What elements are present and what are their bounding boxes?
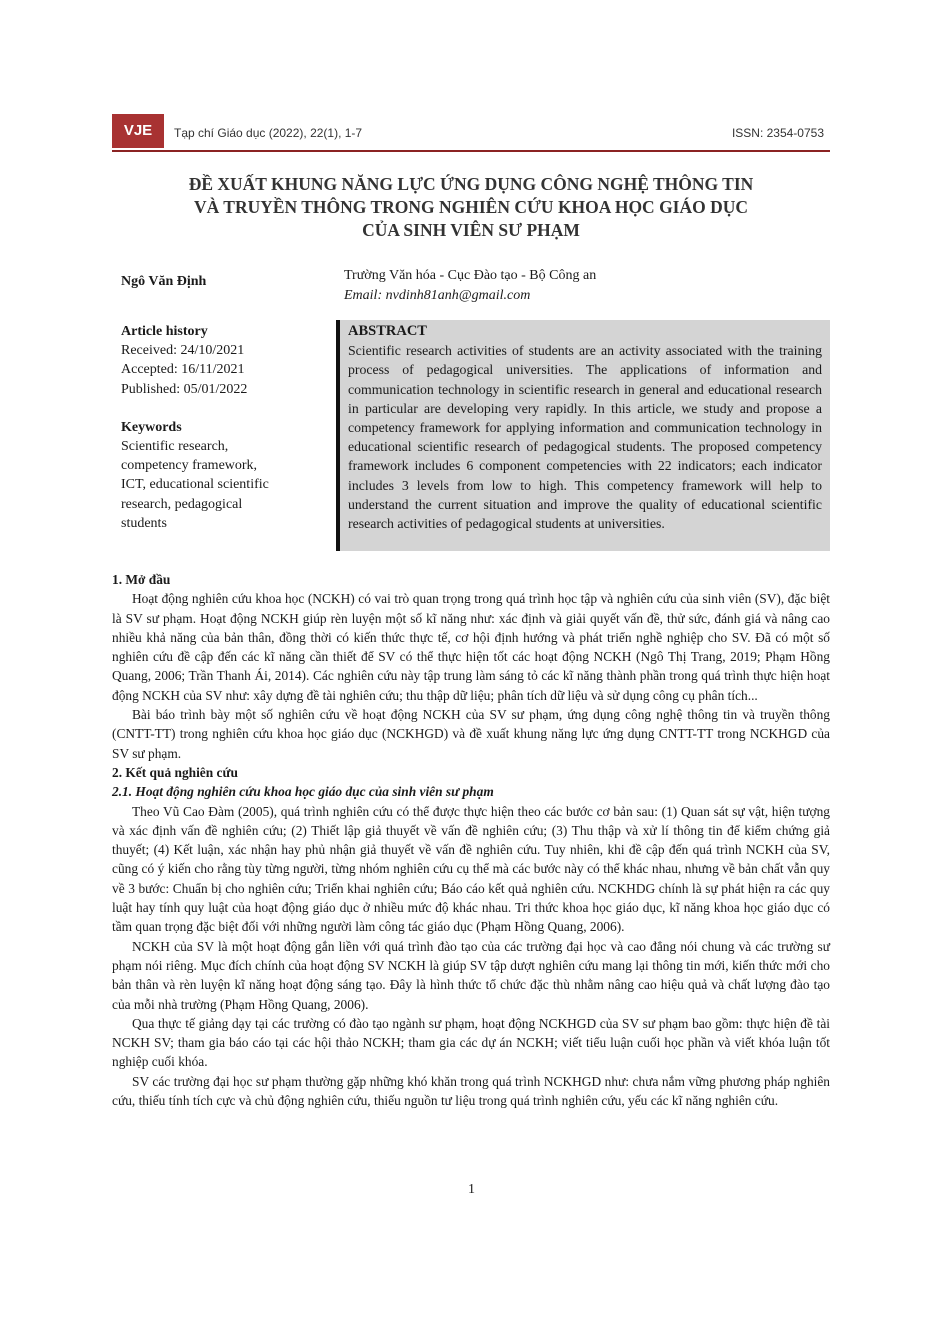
paper-body	[112, 570, 830, 1110]
abstract-text: Scientific research activities of students are an activity associated with the training process of pedagogical universities. The applications of information and communication technology in scientific research in general and educational research in particular are developing very rapidly. In this article, we study and propose a competency framework for applying information and communication technology in educational scientific research of pedagogical students. The proposed competency framework includes 6 component competencies with 22 indicators; each indicator includes 3 levels from low to high. This competency framework will help to understand the current situation and improve the quality of educational scientific research activities of pedagogical students at universities.	[348, 343, 822, 532]
paragraph: Qua thực tế giảng dạy tại các trường có đào tạo ngành sư phạm, hoạt động NCKHGD của SV sư phạm bao gồm: thực hiện đề tài NCKH SV; tham gia báo cáo tại các hội thảo NCKH; tham gia các dự án NCKH; viết tiểu luận cuối học phần và viết khóa luận tốt nghiệp cuối khóa.	[112, 1015, 830, 1070]
keywords-block	[121, 418, 321, 533]
subsection-heading: 2.1. Hoạt động nghiên cứu khoa học giáo dục của sinh viên sư phạm	[112, 784, 494, 800]
journal-issn: ISSN: 2354-0753	[731, 126, 824, 140]
author-name: Ngô Văn Định	[121, 274, 207, 289]
page-number: 1	[468, 1182, 475, 1197]
title-line: ĐỀ XUẤT KHUNG NĂNG LỰC ỨNG DỤNG CÔNG NGHỆ THÔNG TIN	[188, 174, 754, 194]
paper-title	[112, 173, 830, 242]
published-date: Published: 05/01/2022	[121, 381, 248, 397]
paragraph: Hoạt động nghiên cứu khoa học (NCKH) có vai trò quan trọng trong quá trình học tập và nghiên cứu của sinh viên (SV), đặc biệt là SV sư phạm. Hoạt động NCKH giúp rèn luyện một số kĩ năng như: xác định và giải quyết vấn đề, thử sức, đánh giá và nâng cao nhiều khả năng của bản thân, đồng thời có kiến thức thực tế, cơ hội định hướng và phát triển nghề nghiệp cho SV. Đã có một số nghiên cứu đề cập đến các kĩ năng cần thiết để SV có thể thực hiện tốt các hoạt động NCKH (Ngô Thị Trang, 2019; Phạm Hồng Quang, 2006; Trần Thanh Ái, 2014). Các nghiên cứu này tập trung làm sáng tỏ các kĩ năng thành phần trong quá trình thực hiện hoạt động NCKH của SV như: xây dựng đề tài nghiên cứu; thu thập dữ liệu; phân tích dữ liệu và sử dụng công cụ phân tích...	[112, 591, 830, 703]
title-line: VÀ TRUYỀN THÔNG TRONG NGHIÊN CỨU KHOA HỌC GIÁO DỤC	[193, 197, 749, 217]
journal-citation: Tạp chí Giáo dục (2022), 22(1), 1-7	[174, 126, 363, 140]
article-meta	[121, 322, 321, 533]
received-date: Received: 24/10/2021	[121, 343, 245, 359]
abstract-heading: ABSTRACT	[348, 323, 427, 339]
article-history-heading: Article history	[121, 324, 208, 339]
keyword-line: competency framework,	[121, 458, 258, 474]
paragraph: Bài báo trình bày một số nghiên cứu về hoạt động NCKH của SV sư phạm, ứng dụng công nghệ thông tin và truyền thông (CNTT-TT) trong nghiên cứu khoa học giáo dục (NCKHGD) và đề xuất khung năng lực ứng dụng CNTT-TT trong NCKHGD của SV sư phạm.	[112, 707, 830, 761]
section-heading: 1. Mở đầu	[112, 572, 171, 587]
accepted-date: Accepted: 16/11/2021	[121, 362, 245, 378]
abstract-box	[336, 320, 830, 551]
keyword-line: research, pedagogical	[121, 496, 243, 512]
keyword-line: Scientific research,	[121, 439, 229, 455]
title-line: CỦA SINH VIÊN SƯ PHẠM	[362, 220, 580, 240]
affiliation-text: Trường Văn hóa - Cục Đào tạo - Bộ Công an	[344, 268, 597, 283]
author-affiliation	[344, 266, 596, 306]
paragraph: SV các trường đại học sư phạm thường gặp những khó khăn trong quá trình NCKHGD như: chưa nắm vững phương pháp nghiên cứu, thiếu tính tích cực và chủ động nghiên cứu, thiếu nguồn tư liệu trong quá trình nghiên cứu, yếu các kĩ năng nghiên cứu.	[112, 1073, 830, 1109]
keyword-line: students	[121, 515, 167, 531]
section-heading: 2. Kết quả nghiên cứu	[112, 764, 238, 780]
author-email: Email: nvdinh81anh@gmail.com	[344, 288, 531, 303]
paragraph: NCKH của SV là một hoạt động gắn liền với quá trình đào tạo của các trường đại học và cao đẳng nói chung và các trường sư phạm nói riêng. Mục đích chính của hoạt động SV NCKH là giúp SV tập dượt nghiên cứu mang lại thông tin mới, kiến thức mới cho bản thân và rèn luyện kĩ năng hoạt động sáng tạo. Đây là hình thức tổ chức đặc thù nhằm nâng cao hiệu quả và chất lượng đào tạo của mỗi nhà trường (Phạm Hồng Quang, 2006).	[112, 938, 830, 1012]
keyword-line: ICT, educational scientific	[121, 477, 269, 493]
journal-badge: VJE	[112, 114, 164, 148]
journal-header	[112, 114, 830, 152]
paragraph: Theo Vũ Cao Đàm (2005), quá trình nghiên cứu có thể được thực hiện theo các bước cơ bản sau: (1) Quan sát sự vật, hiện tượng và xác định vấn đề nghiên cứu; (2) Thiết lập giả thuyết về vấn đề nghiên cứu; (3) Thu thập và xử lí thông tin để kiểm chứng giả thuyết; (4) Kết luận, xác nhận hay phủ nhận giả thuyết về vấn đề nghiên cứu. Tuy nhiên, khi đề cập đến quá trình NCKH của SV, cũng có ý kiến cho rằng tùy từng người, từng nhóm nghiên cứu cụ thể mà các bước này có thể khác nhau, nhưng về bản chất vẫn quy về 3 bước: Chuẩn bị cho nghiên cứu; Triển khai nghiên cứu; Báo cáo kết quả nghiên cứu. NCKHDG chính là sự phát hiện ra các quy luật hay tính quy luật của hoạt động giáo dục ở nhiều mức độ khác nhau. Tri thức khoa học giáo dục, kĩ năng khoa học giáo dục có tầm quan trọng đặc biệt đối với những người làm công tác giáo dục (Phạm Hồng Quang, 2006).	[112, 803, 830, 935]
keywords-heading: Keywords	[121, 419, 182, 435]
